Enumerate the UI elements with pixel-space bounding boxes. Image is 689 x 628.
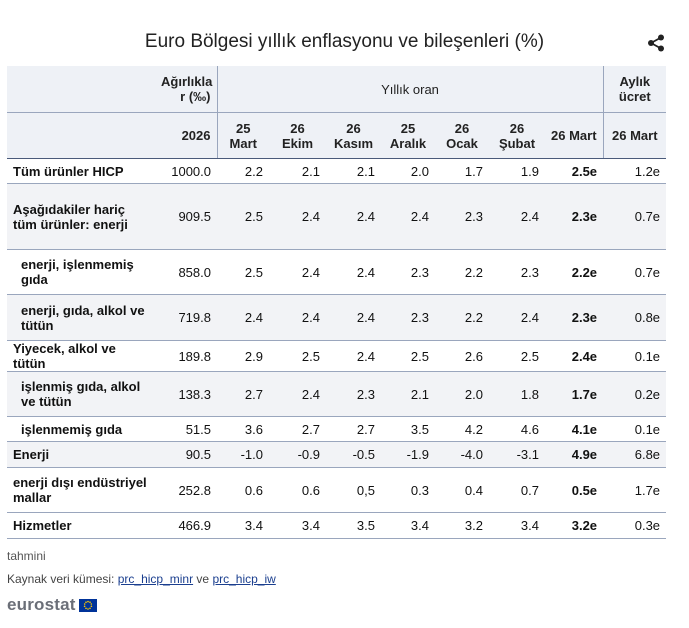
monthly-cell: 6.8e bbox=[603, 442, 666, 468]
weight-cell: 1000.0 bbox=[155, 159, 217, 184]
value-cell: 2.1 bbox=[381, 372, 435, 417]
value-cell: 4.1e bbox=[545, 417, 603, 442]
value-cell: 2.1 bbox=[326, 159, 381, 184]
value-cell: 3.5 bbox=[326, 513, 381, 539]
value-cell: 3.2e bbox=[545, 513, 603, 539]
page-title: Euro Bölgesi yıllık enflasyonu ve bileşenleri (%) bbox=[144, 31, 545, 52]
col-header-monthly: 26 Mart bbox=[603, 113, 666, 159]
table-row bbox=[7, 295, 666, 341]
value-cell: 3.6 bbox=[217, 417, 269, 442]
monthly-cell: 0.7e bbox=[603, 184, 666, 250]
col-header: 26 Ocak bbox=[435, 113, 489, 159]
value-cell: 3.4 bbox=[269, 513, 326, 539]
row-label: işlenmiş gıda, alkol ve tütün bbox=[7, 372, 155, 417]
value-cell: 4.9e bbox=[545, 442, 603, 468]
value-cell: 0.3 bbox=[381, 468, 435, 513]
header-weight-year: 2026 bbox=[155, 113, 217, 159]
value-cell: 2.5 bbox=[269, 341, 326, 372]
table-row bbox=[7, 184, 666, 250]
value-cell: 2.3 bbox=[381, 295, 435, 341]
value-cell: 2.9 bbox=[217, 341, 269, 372]
value-cell: 2.4 bbox=[326, 295, 381, 341]
header-annual-label: Yıllık oran bbox=[217, 66, 603, 113]
col-header: 26 Ekim bbox=[269, 113, 326, 159]
row-label: Yiyecek, alkol ve tütün bbox=[7, 341, 155, 372]
weight-cell: 719.8 bbox=[155, 295, 217, 341]
value-cell: 2.4e bbox=[545, 341, 603, 372]
value-cell: 3.5 bbox=[381, 417, 435, 442]
value-cell: 2.3 bbox=[489, 250, 545, 295]
row-label: Enerji bbox=[7, 442, 155, 468]
value-cell: 2.3e bbox=[545, 295, 603, 341]
weight-cell: 51.5 bbox=[155, 417, 217, 442]
value-cell: 1.7e bbox=[545, 372, 603, 417]
table-body bbox=[7, 159, 666, 539]
table-row bbox=[7, 442, 666, 468]
value-cell: 2.0 bbox=[381, 159, 435, 184]
monthly-cell: 0.8e bbox=[603, 295, 666, 341]
monthly-cell: 0.1e bbox=[603, 417, 666, 442]
value-cell: 2.4 bbox=[381, 184, 435, 250]
value-cell: 2.5 bbox=[217, 250, 269, 295]
source-line bbox=[7, 572, 276, 586]
value-cell: 3.4 bbox=[381, 513, 435, 539]
value-cell: 3.2 bbox=[435, 513, 489, 539]
value-cell: 2.4 bbox=[326, 250, 381, 295]
value-cell: 2.7 bbox=[269, 417, 326, 442]
share-icon[interactable] bbox=[646, 33, 666, 53]
row-label: işlenmemiş gıda bbox=[7, 417, 155, 442]
value-cell: 2.5 bbox=[217, 184, 269, 250]
value-cell: 2.2 bbox=[217, 159, 269, 184]
value-cell: 1.7 bbox=[435, 159, 489, 184]
weight-cell: 189.8 bbox=[155, 341, 217, 372]
weight-cell: 138.3 bbox=[155, 372, 217, 417]
monthly-cell: 0.2e bbox=[603, 372, 666, 417]
value-cell: -3.1 bbox=[489, 442, 545, 468]
col-header: 25 Aralık bbox=[381, 113, 435, 159]
table-row bbox=[7, 417, 666, 442]
dataset-link-iw[interactable]: prc_hicp_iw bbox=[212, 572, 276, 586]
value-cell: 0,5 bbox=[326, 468, 381, 513]
value-cell: 0.4 bbox=[435, 468, 489, 513]
value-cell: 2.4 bbox=[489, 295, 545, 341]
weight-cell: 909.5 bbox=[155, 184, 217, 250]
table-row bbox=[7, 372, 666, 417]
row-label: Hizmetler bbox=[7, 513, 155, 539]
monthly-cell: 1.7e bbox=[603, 468, 666, 513]
value-cell: 3.4 bbox=[217, 513, 269, 539]
inflation-table bbox=[7, 66, 666, 539]
value-cell: -4.0 bbox=[435, 442, 489, 468]
value-cell: 2.3e bbox=[545, 184, 603, 250]
table-row bbox=[7, 513, 666, 539]
value-cell: 2.4 bbox=[269, 184, 326, 250]
value-cell: 2.2e bbox=[545, 250, 603, 295]
value-cell: 2.3 bbox=[326, 372, 381, 417]
row-label: enerji, gıda, alkol ve tütün bbox=[7, 295, 155, 341]
weight-cell: 252.8 bbox=[155, 468, 217, 513]
row-label: enerji dışı endüstriyel mallar bbox=[7, 468, 155, 513]
header-monthly-label: Aylık ücret bbox=[603, 66, 666, 113]
value-cell: 2.5 bbox=[381, 341, 435, 372]
weight-cell: 90.5 bbox=[155, 442, 217, 468]
value-cell: 2.7 bbox=[326, 417, 381, 442]
value-cell: 2.4 bbox=[489, 184, 545, 250]
value-cell: 1.9 bbox=[489, 159, 545, 184]
value-cell: 2.5 bbox=[489, 341, 545, 372]
dataset-link-minr[interactable]: prc_hicp_minr bbox=[117, 572, 194, 586]
col-header: 26 Kasım bbox=[326, 113, 381, 159]
value-cell: 2.4 bbox=[217, 295, 269, 341]
value-cell: 2.4 bbox=[326, 341, 381, 372]
value-cell: 2.4 bbox=[269, 250, 326, 295]
value-cell: 2.4 bbox=[269, 372, 326, 417]
monthly-cell: 1.2e bbox=[603, 159, 666, 184]
source-joiner: ve bbox=[193, 572, 213, 586]
value-cell: -1.0 bbox=[217, 442, 269, 468]
col-header: 26 Mart bbox=[545, 113, 603, 159]
value-cell: 2.4 bbox=[269, 295, 326, 341]
value-cell: 1.8 bbox=[489, 372, 545, 417]
value-cell: 2.4 bbox=[326, 184, 381, 250]
monthly-cell: 0.7e bbox=[603, 250, 666, 295]
value-cell: -0.5 bbox=[326, 442, 381, 468]
value-cell: 0.5e bbox=[545, 468, 603, 513]
table-row bbox=[7, 159, 666, 184]
value-cell: 2.7 bbox=[217, 372, 269, 417]
header-label-spacer bbox=[7, 66, 155, 113]
monthly-cell: 0.3e bbox=[603, 513, 666, 539]
value-cell: 2.3 bbox=[435, 184, 489, 250]
col-header: 25 Mart bbox=[217, 113, 269, 159]
value-cell: 2.3 bbox=[381, 250, 435, 295]
table-row bbox=[7, 468, 666, 513]
row-label: enerji, işlenmemiş gıda bbox=[7, 250, 155, 295]
value-cell: 4.2 bbox=[435, 417, 489, 442]
monthly-cell: 0.1e bbox=[603, 341, 666, 372]
logo-text: eurostat bbox=[7, 595, 76, 614]
source-prefix: Kaynak veri kümesi: bbox=[7, 572, 118, 586]
value-cell: -1.9 bbox=[381, 442, 435, 468]
eurostat-logo bbox=[7, 595, 97, 615]
value-cell: 0.6 bbox=[269, 468, 326, 513]
value-cell: 0.6 bbox=[217, 468, 269, 513]
value-cell: -0.9 bbox=[269, 442, 326, 468]
weight-cell: 466.9 bbox=[155, 513, 217, 539]
col-header: 26 Şubat bbox=[489, 113, 545, 159]
header-weight-label: Ağırlıkla r (‰) bbox=[155, 66, 217, 113]
table-row bbox=[7, 250, 666, 295]
value-cell: 2.1 bbox=[269, 159, 326, 184]
value-cell: 2.2 bbox=[435, 295, 489, 341]
value-cell: 4.6 bbox=[489, 417, 545, 442]
weight-cell: 858.0 bbox=[155, 250, 217, 295]
value-cell: 2.6 bbox=[435, 341, 489, 372]
table-row bbox=[7, 341, 666, 372]
row-label: Tüm ürünler HICP bbox=[7, 159, 155, 184]
value-cell: 2.0 bbox=[435, 372, 489, 417]
value-cell: 0.7 bbox=[489, 468, 545, 513]
header-label-spacer-2 bbox=[7, 113, 155, 159]
eu-flag-icon bbox=[79, 599, 97, 612]
value-cell: 2.5e bbox=[545, 159, 603, 184]
value-cell: 3.4 bbox=[489, 513, 545, 539]
row-label: Aşağıdakiler hariç tüm ürünler: enerji bbox=[7, 184, 155, 250]
footnote: tahmini bbox=[7, 549, 46, 563]
value-cell: 2.2 bbox=[435, 250, 489, 295]
